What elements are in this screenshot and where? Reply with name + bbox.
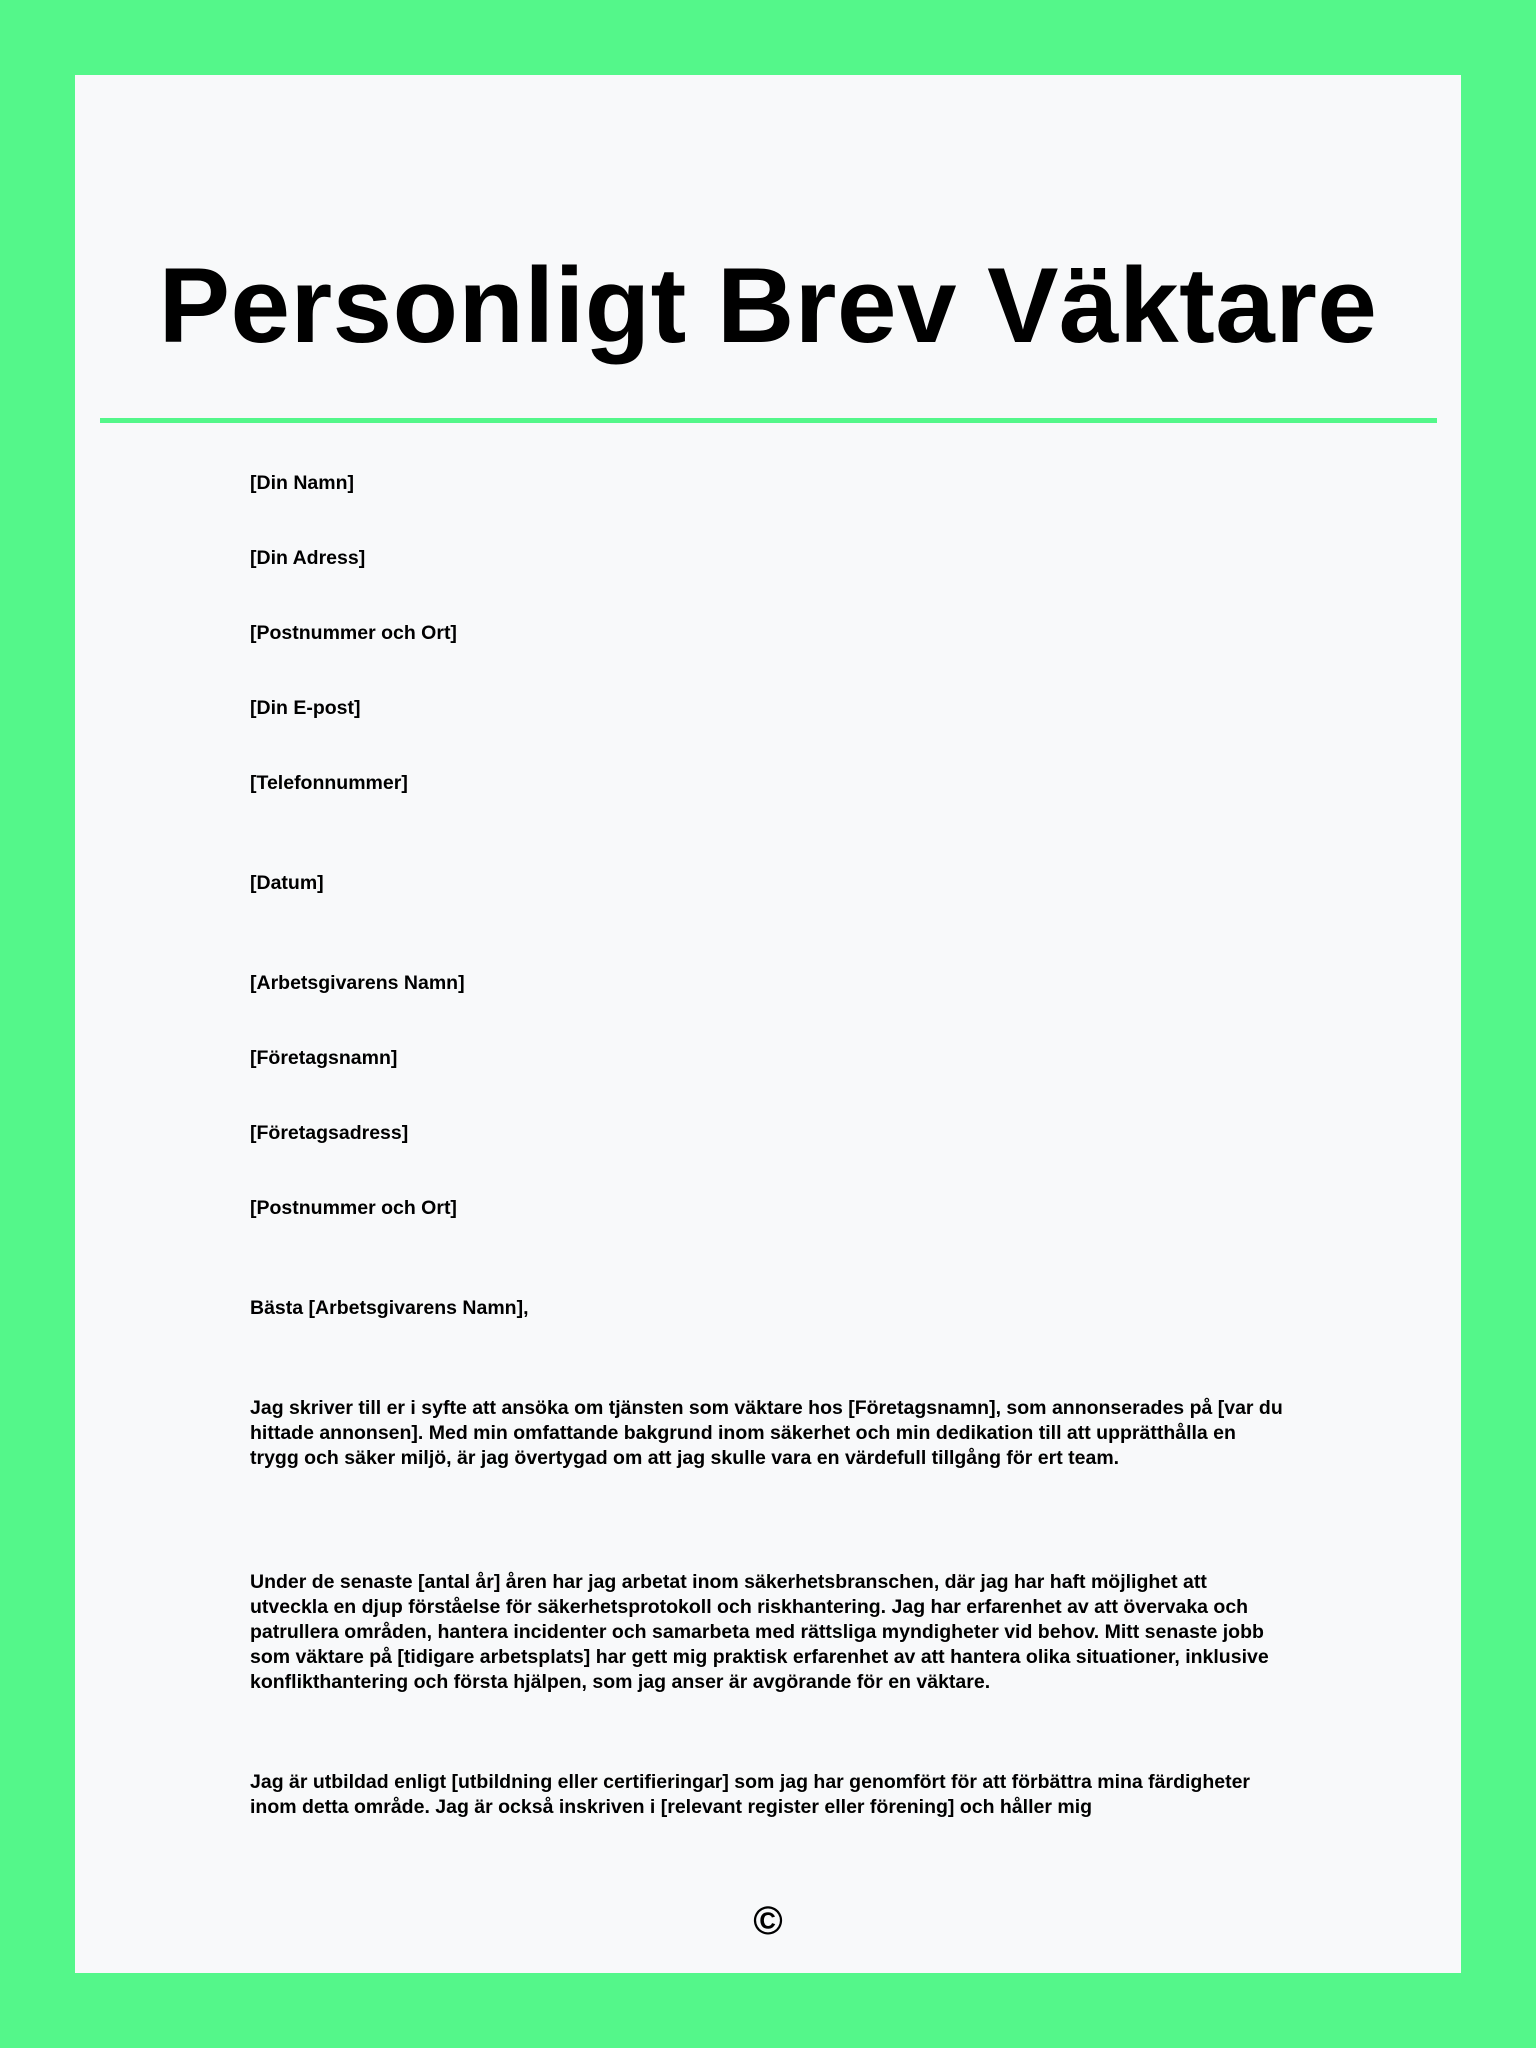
- recipient-company-address: [Företagsadress]: [250, 1122, 409, 1144]
- copyright-symbol: ©: [753, 1899, 783, 1943]
- sender-postal: [Postnummer och Ort]: [250, 622, 457, 644]
- recipient-company-name: [Företagsnamn]: [250, 1047, 398, 1069]
- sender-address: [Din Adress]: [250, 547, 366, 569]
- sender-name: [Din Namn]: [250, 472, 354, 494]
- greeting: Bästa [Arbetsgivarens Namn],: [250, 1297, 529, 1319]
- sender-email: [Din E-post]: [250, 697, 361, 719]
- page-title: Personligt Brev Väktare: [158, 245, 1378, 365]
- sender-phone: [Telefonnummer]: [250, 772, 408, 794]
- recipient-employer-name: [Arbetsgivarens Namn]: [250, 972, 465, 994]
- letter-page: [75, 75, 1461, 1973]
- letter-date: [Datum]: [250, 872, 324, 894]
- paragraph-education: Jag är utbildad enligt [utbildning eller certifieringar] som jag har genomfört för att förbättra mina färdigheter inom detta område. Jag är också inskriven i [relevant register eller förening] och håller mig: [250, 1771, 1251, 1818]
- title-divider: [100, 418, 1437, 423]
- recipient-postal: [Postnummer och Ort]: [250, 1197, 457, 1219]
- paragraph-experience: Under de senaste [antal år] åren har jag arbetat inom säkerhetsbranschen, där jag har haft möjlighet att utveckla en djup förståelse för säkerhetsprotokoll och riskhantering. Jag har erfarenhet av att övervaka och patrullera områden, hantera incidenter och samarbeta med rättsliga myndigheter vid behov. Mitt senaste jobb som väktare på [tidigare arbetsplats] har gett mig praktisk erfarenhet av att hantera olika situationer, inklusive konflikthantering och första hjälpen, som jag anser är avgörande för en väktare.: [250, 1571, 1269, 1693]
- paragraph-intro: Jag skriver till er i syfte att ansöka om tjänsten som väktare hos [Företagsnamn], som annonserades på [var du hittade annonsen]. Med min omfattande bakgrund inom säkerhet och min dedikation till att upprätthålla en trygg och säker miljö, är jag övertygad om att jag skulle vara en värdefull tillgång för ert team.: [250, 1397, 1283, 1469]
